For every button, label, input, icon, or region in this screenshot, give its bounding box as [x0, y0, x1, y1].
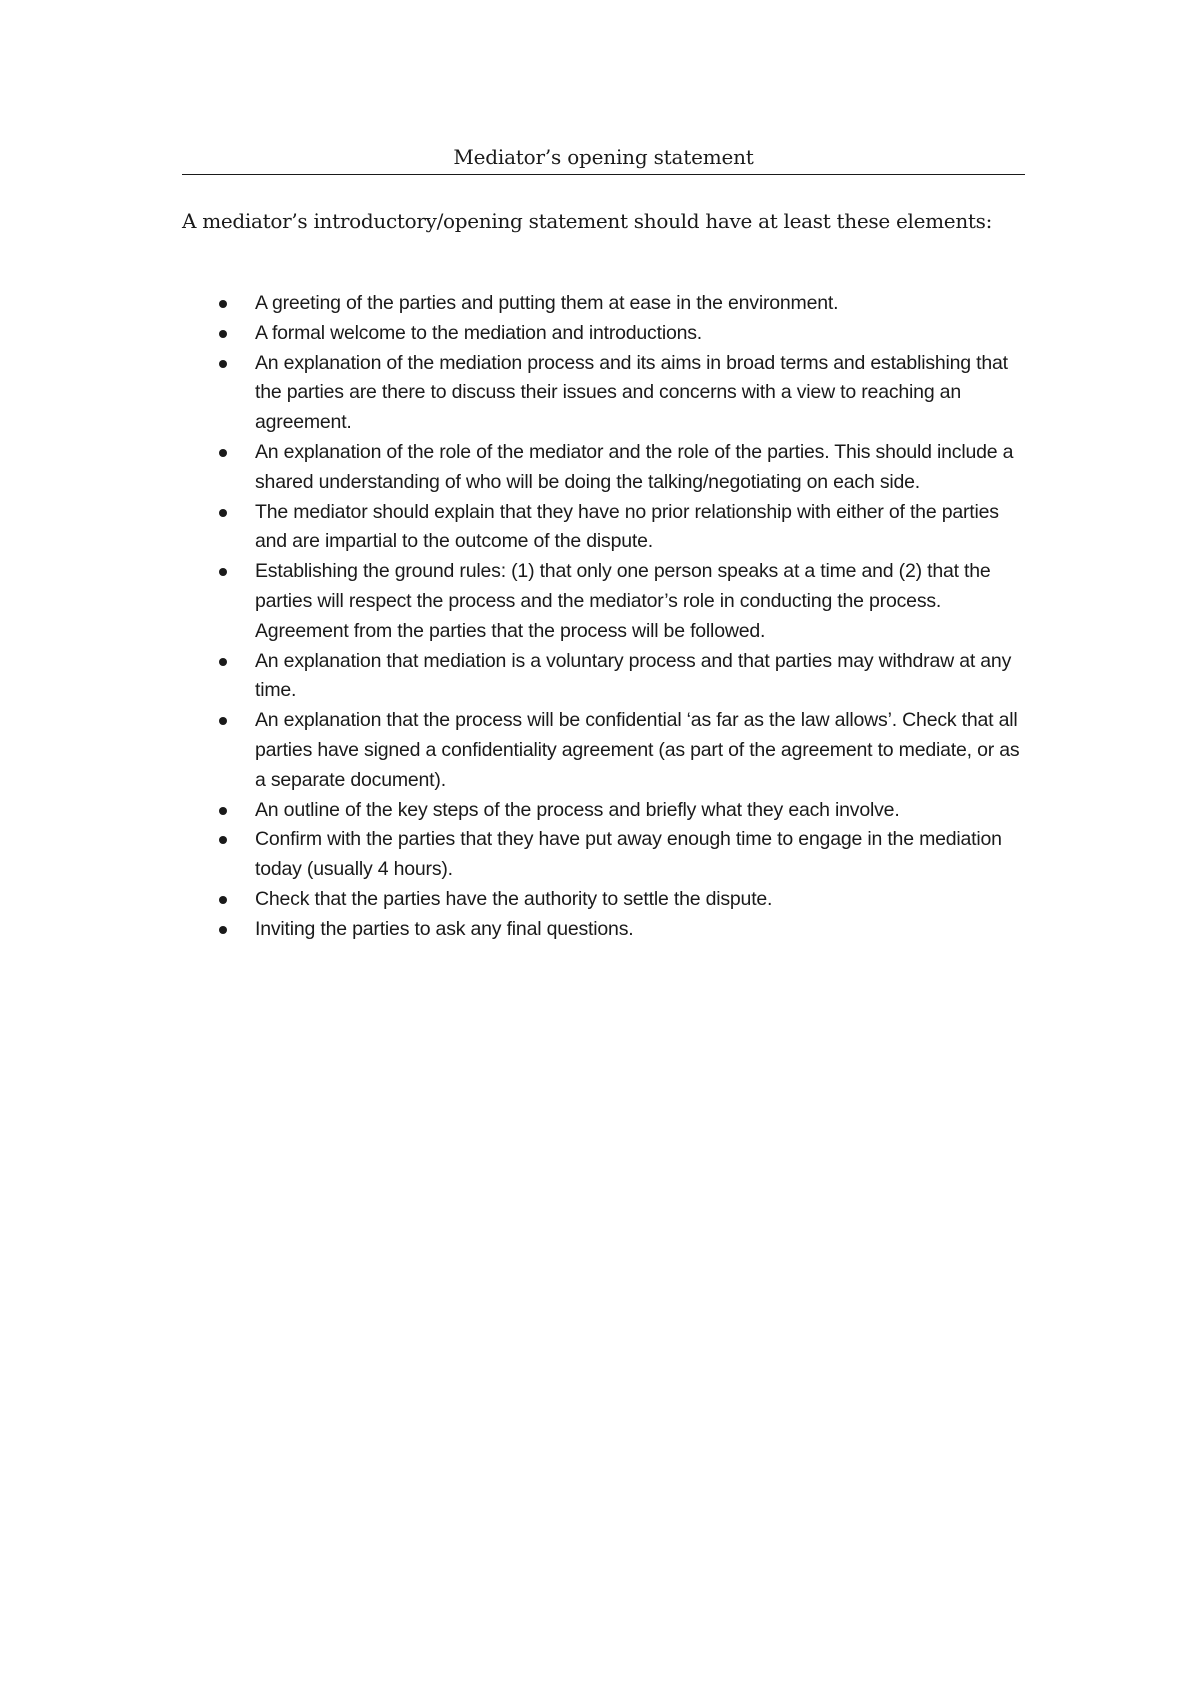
list-item-text: An explanation that the process will be confidential ‘as far as the law allows’. Check that all parties have signed a confidentiality agreement (as part of the agreement to mediate, or as a separate document). [255, 709, 1020, 791]
list-item-text: A greeting of the parties and putting them at ease in the environment. [255, 292, 839, 314]
bullet-icon [219, 300, 227, 308]
bullet-icon [219, 330, 227, 338]
list-item [182, 796, 1032, 826]
intro-paragraph: A mediator’s introductory/opening statement should have at least these elements: [182, 209, 993, 233]
list-item [182, 498, 1032, 558]
list-item [182, 438, 1032, 498]
bullet-icon [219, 509, 227, 517]
list-item-text: The mediator should explain that they have no prior relationship with either of the parties and are impartial to the outcome of the dispute. [255, 500, 999, 553]
list-item [182, 349, 1032, 438]
list-item-text: Inviting the parties to ask any final questions. [255, 917, 634, 940]
bullet-icon [219, 926, 227, 934]
bullet-icon [219, 807, 227, 815]
list-item [182, 706, 1032, 795]
list-item-text: Check that the parties have the authority to settle the dispute. [255, 887, 773, 910]
bullet-icon [219, 717, 227, 725]
list-item-text: An explanation of the role of the mediator and the role of the parties. This should include a shared understanding of who will be doing the talking/negotiating on each side. [255, 440, 1014, 493]
list-item-text: An explanation that mediation is a voluntary process and that parties may withdraw at any time. [255, 649, 1012, 702]
list-item [182, 825, 1032, 885]
list-item-text: An outline of the key steps of the process and briefly what they each involve. [255, 798, 900, 821]
list-item [182, 289, 1032, 319]
list-item [182, 647, 1032, 707]
list-item-text: A formal welcome to the mediation and introductions. [255, 321, 703, 344]
document-title: Mediator’s opening statement [453, 145, 754, 169]
bullet-icon [219, 836, 227, 844]
bullet-icon [219, 896, 227, 904]
list-item-text: Confirm with the parties that they have put away enough time to engage in the mediation today (usually 4 hours). [255, 828, 1002, 881]
bullet-icon [219, 658, 227, 666]
list-item [182, 915, 1032, 945]
bullet-icon [219, 449, 227, 457]
bullet-icon [219, 568, 227, 576]
list-item-text: Establishing the ground rules: (1) that only one person speaks at a time and (2) that the parties will respect the process and the mediator’s role in conducting the process. Agreement from the parties that the process will be followed. [255, 560, 991, 642]
elements-list [182, 289, 1032, 945]
list-item [182, 885, 1032, 915]
list-item [182, 319, 1032, 349]
list-item [182, 557, 1032, 646]
page-header [182, 144, 1025, 175]
list-item-text: An explanation of the mediation process and its aims in broad terms and establishing that the parties are there to discuss their issues and concerns with a view to reaching an agreement. [255, 351, 1008, 434]
bullet-icon [219, 360, 227, 368]
